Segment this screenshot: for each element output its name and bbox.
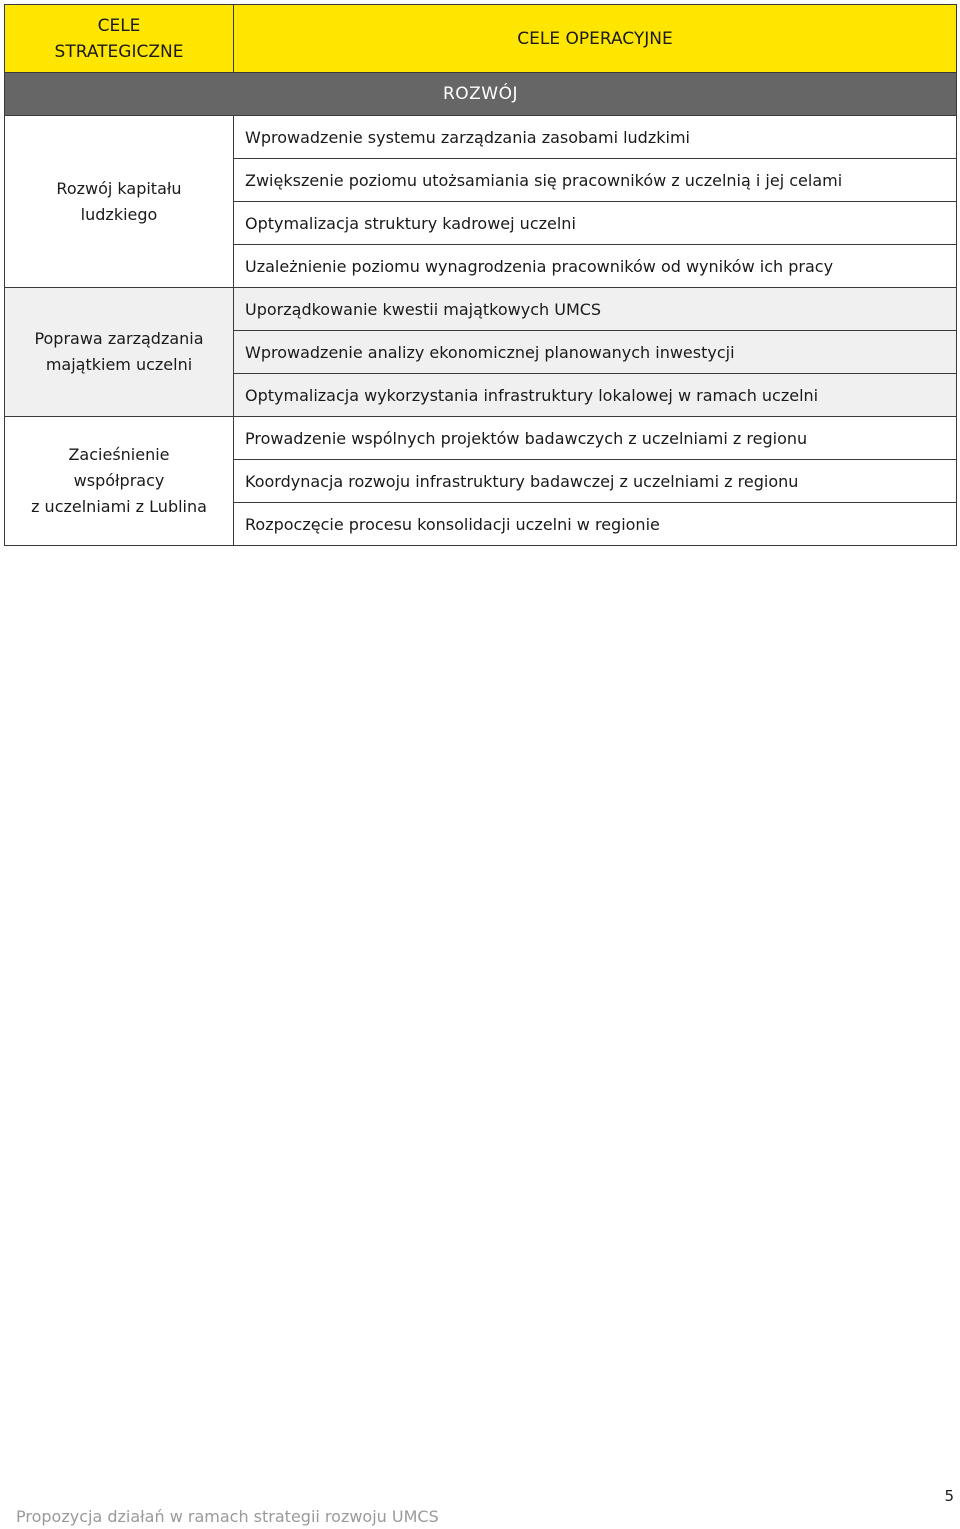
footer-text: Propozycja działań w ramach strategii rozwoju UMCS [16, 1507, 439, 1526]
operational-goal: Wprowadzenie analizy ekonomicznej planowanych inwestycji [234, 331, 957, 374]
header-strategic-line-1: CELE [97, 15, 141, 36]
strategic-goal-line: z uczelniami z Lublina [31, 497, 207, 516]
strategic-goal-line: współpracy [73, 471, 165, 490]
header-operational-goals: CELE OPERACYJNE [234, 5, 957, 73]
strategic-goal-line: Poprawa zarządzania [34, 329, 204, 348]
operational-goal: Prowadzenie wspólnych projektów badawczych z uczelniami z regionu [234, 417, 957, 460]
header-strategic-goals [5, 5, 234, 73]
strategic-goal-line: ludzkiego [80, 204, 158, 224]
page-number: 5 [944, 1487, 954, 1505]
strategic-goals-table [4, 4, 957, 546]
strategic-goal-line: Zacieśnienie [68, 445, 170, 464]
table-row [5, 288, 957, 331]
strategic-goal-line: majątkiem uczelni [45, 355, 193, 374]
section-row [5, 73, 957, 116]
table-row [5, 116, 957, 159]
operational-goal: Optymalizacja wykorzystania infrastruktury lokalowej w ramach uczelni [234, 374, 957, 417]
operational-goal: Koordynacja rozwoju infrastruktury badawczej z uczelniami z regionu [234, 460, 957, 503]
strategic-goal-cell [5, 116, 234, 288]
table-header-row [5, 5, 957, 73]
section-title: ROZWÓJ [5, 73, 957, 116]
table-row [5, 417, 957, 460]
operational-goal: Wprowadzenie systemu zarządzania zasobami ludzkimi [234, 116, 957, 159]
header-strategic-line-2: STRATEGICZNE [54, 41, 184, 62]
strategic-goal-cell [5, 288, 234, 417]
strategic-goal-cell [5, 417, 234, 546]
operational-goal: Optymalizacja struktury kadrowej uczelni [234, 202, 957, 245]
operational-goal: Zwiększenie poziomu utożsamiania się pracowników z uczelnią i jej celami [234, 159, 957, 202]
operational-goal: Uporządkowanie kwestii majątkowych UMCS [234, 288, 957, 331]
strategic-goal-line: Rozwój kapitału [56, 178, 182, 198]
operational-goal: Uzależnienie poziomu wynagrodzenia pracowników od wyników ich pracy [234, 245, 957, 288]
operational-goal: Rozpoczęcie procesu konsolidacji uczelni w regionie [234, 503, 957, 546]
